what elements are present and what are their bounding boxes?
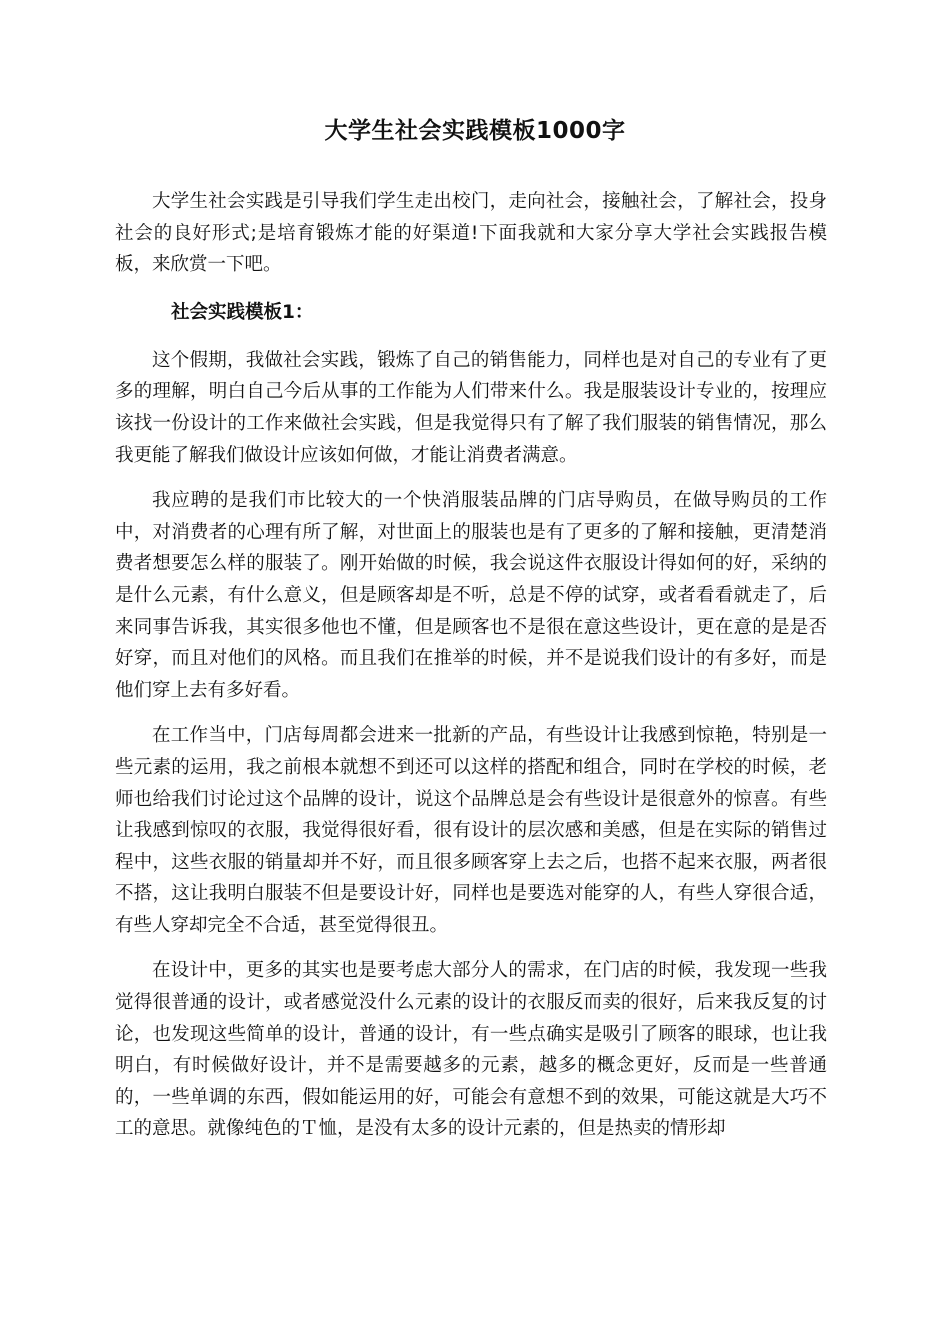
section-heading: 社会实践模板1： (171, 301, 314, 323)
body-paragraph-2: 我应聘的是我们市比较大的一个快消服装品牌的门店导购员，在做导购员的工作中，对消费者的心理有所了解，对世面上的服装也是有了更多的了解和接触，更清楚消费者想要怎么样的服装了。刚开始做的时候，我会说这件衣服设计得如何的好，采纳的是什么元素，有什么意义，但是顾客却是不听，总是不停的试穿，或者看看就走了，后来同事告诉我，其实很多他也不懂，但是顾客也不是很在意这些设计，更在意的是是否好穿，而且对他们的风格。而且我们在推举的时候，并不是说我们设计的有多好，而是他们穿上去有多好看。 (115, 490, 827, 701)
document-body (115, 186, 827, 1159)
body-paragraph-4: 在设计中，更多的其实也是要考虑大部分人的需求，在门店的时候，我发现一些我觉得很普通的设计，或者感觉没什么元素的设计的衣服反而卖的很好，后来我反复的讨论，也发现这些简单的设计，普通的设计，有一些点确实是吸引了顾客的眼球，也让我明白，有时候做好设计，并不是需要越多的元素，越多的概念更好，反而是一些普通的，一些单调的东西，假如能运用的好，可能会有意想不到的效果，可能这就是大巧不工的意思。就像纯色的Ｔ恤，是没有太多的设计元素的，但是热卖的情形却 (115, 960, 827, 1140)
intro-paragraph: 大学生社会实践是引导我们学生走出校门，走向社会，接触社会，了解社会，投身社会的良好形式;是培育锻炼才能的好渠道!下面我就和大家分享大学社会实践报告模板，来欣赏一下吧。 (115, 191, 827, 276)
document-title: 大学生社会实践模板1000字 (324, 118, 626, 144)
body-paragraph-1: 这个假期，我做社会实践，锻炼了自己的销售能力，同样也是对自己的专业有了更多的理解，明白自己今后从事的工作能为人们带来什么。我是服装设计专业的，按理应该找一份设计的工作来做社会实践，但是我觉得只有了解了我们服装的销售情况，那么我更能了解我们做设计应该如何做，才能让消费者满意。 (115, 349, 827, 466)
body-paragraph-3: 在工作当中，门店每周都会进来一批新的产品，有些设计让我感到惊艳，特别是一些元素的运用，我之前根本就想不到还可以这样的搭配和组合，同时在学校的时候，老师也给我们讨论过这个品牌的设计，说这个品牌总是会有些设计是很意外的惊喜。有些让我感到惊叹的衣服，我觉得很好看，很有设计的层次感和美感，但是在实际的销售过程中，这些衣服的销量却并不好，而且很多顾客穿上去之后，也搭不起来衣服，两者很不搭，这让我明白服装不但是要设计好，同样也是要选对能穿的人，有些人穿很合适，有些人穿却完全不合适，甚至觉得很丑。 (115, 725, 827, 936)
